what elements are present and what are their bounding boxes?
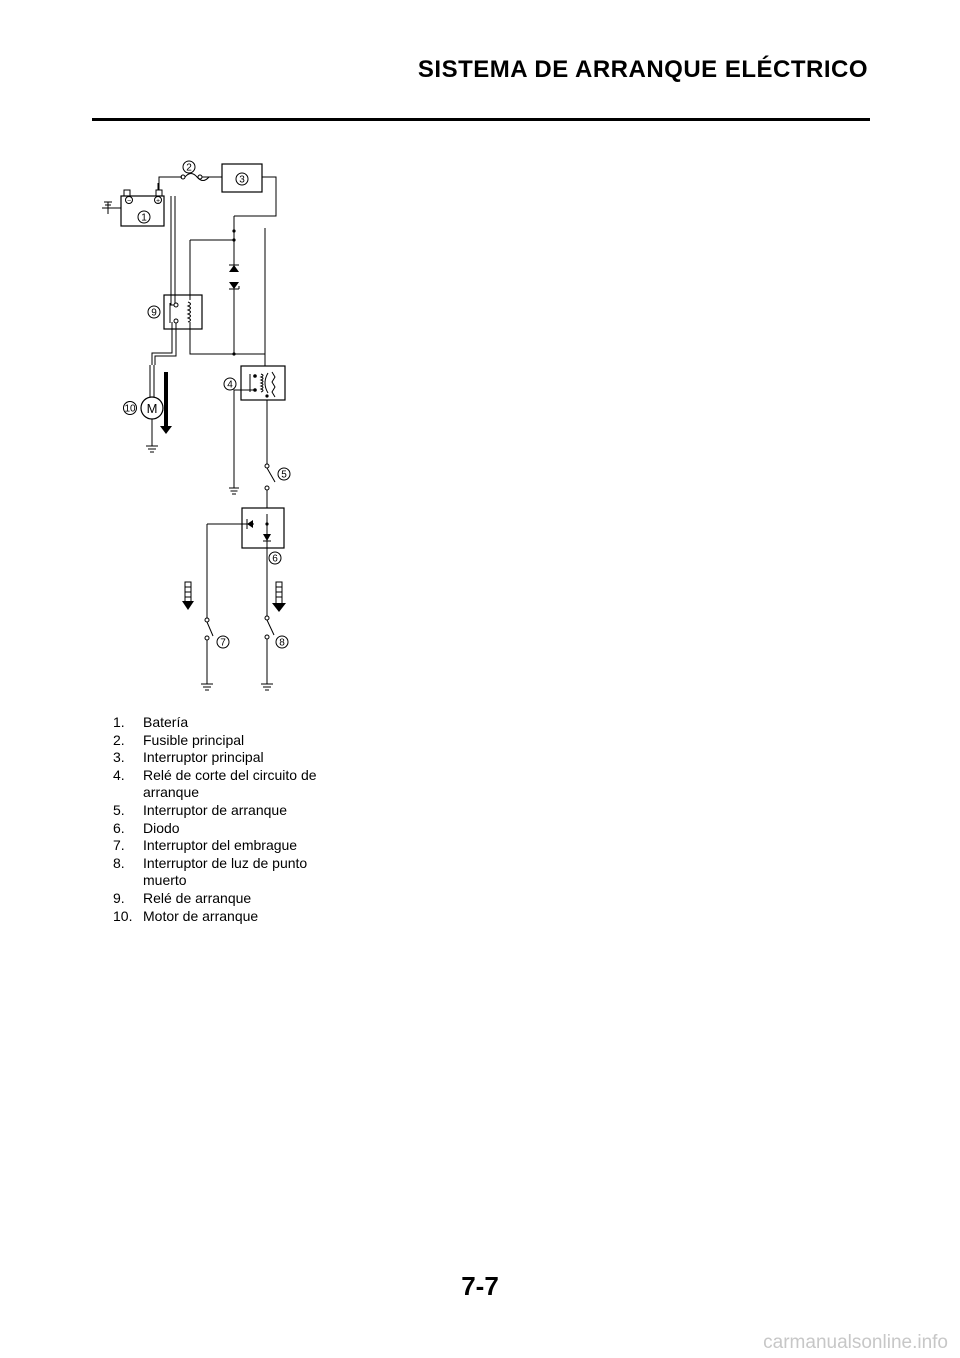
legend-item: 9. Relé de arranque	[113, 889, 252, 906]
callout-1	[138, 211, 150, 224]
svg-text:7: 7	[220, 637, 226, 649]
callout-10	[124, 402, 137, 415]
svg-text:1: 1	[141, 212, 147, 224]
callout-9	[148, 306, 160, 319]
page-title: SISTEMA DE ARRANQUE ELÉCTRICO	[417, 56, 868, 83]
legend-item: 7. Interruptor del embrague	[113, 837, 298, 854]
legend-list	[113, 714, 373, 925]
legend-item: 6. Diodo	[113, 819, 180, 836]
callout-6	[269, 552, 281, 565]
callout-3	[236, 173, 248, 186]
callout-2	[183, 161, 195, 174]
callout-8	[276, 636, 288, 649]
page-number: 7-7	[461, 1271, 499, 1301]
callout-7	[217, 636, 229, 649]
watermark: carmanualsonline.info	[763, 1332, 948, 1353]
legend-item: 8. Interruptor de luz de punto muerto	[113, 854, 308, 889]
legend-item: 4. Relé de corte del circuito de arranque	[113, 766, 317, 801]
svg-text:4: 4	[227, 379, 233, 391]
legend-item: 10. Motor de arranque	[113, 907, 259, 924]
motor-label: M	[146, 401, 158, 416]
battery-plus-label: +	[155, 198, 161, 205]
title-rule	[92, 118, 870, 121]
svg-text:3: 3	[239, 174, 245, 186]
svg-text:8: 8	[279, 637, 285, 649]
starting-circuit-diagram	[92, 150, 332, 700]
legend-item: 2. Fusible principal	[113, 731, 245, 748]
callout-5	[278, 468, 290, 481]
legend-item: 5. Interruptor de arranque	[113, 801, 287, 818]
battery-minus-label: −	[126, 198, 132, 205]
svg-text:2: 2	[186, 162, 192, 174]
legend-item: 1. Batería	[113, 714, 189, 730]
svg-text:10: 10	[124, 403, 136, 415]
diode-box	[242, 508, 284, 548]
svg-text:5: 5	[281, 469, 287, 481]
callout-4	[224, 378, 236, 391]
svg-text:6: 6	[272, 553, 278, 565]
svg-text:9: 9	[151, 307, 157, 319]
legend-item: 3. Interruptor principal	[113, 749, 264, 766]
cutoff-relay-box	[241, 366, 285, 400]
